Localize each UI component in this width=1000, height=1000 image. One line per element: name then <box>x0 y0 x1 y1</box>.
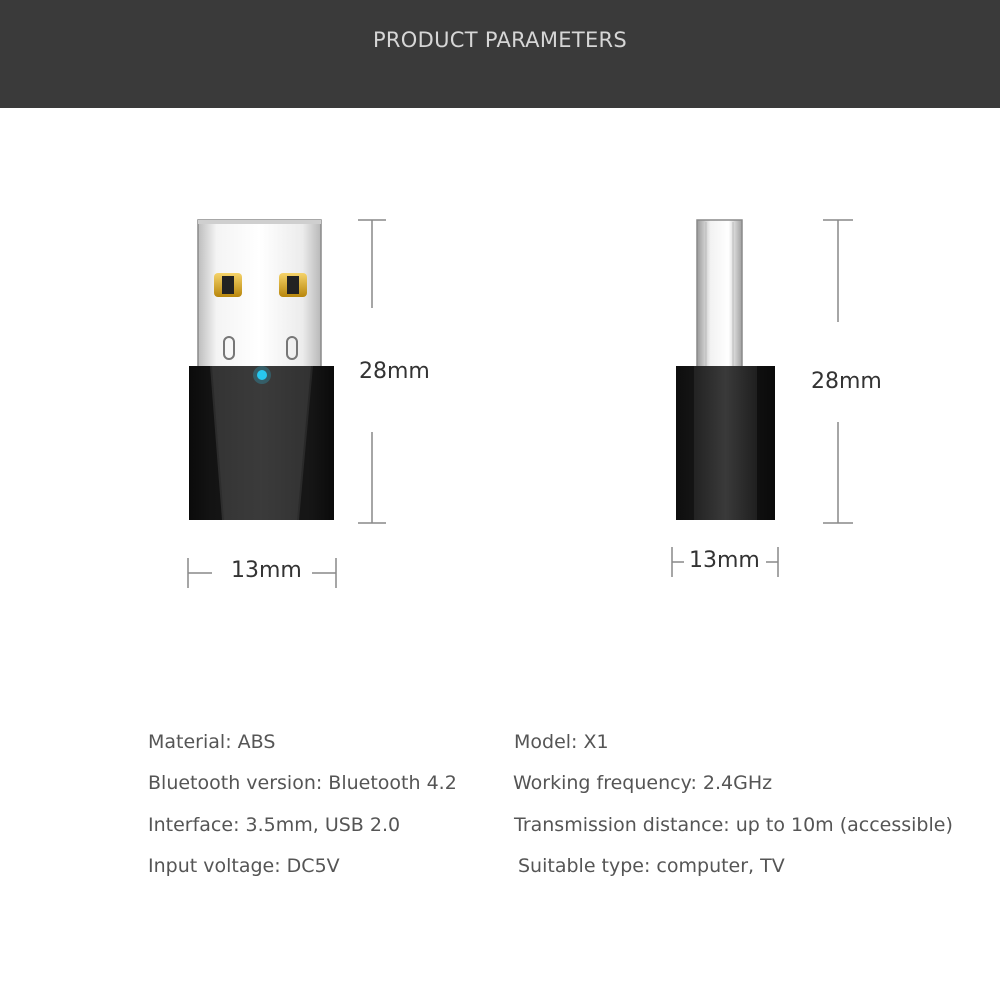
spec-transmission-distance: Transmission distance: up to 10m (accessible) <box>514 814 953 836</box>
spec-model: Model: X1 <box>514 731 609 753</box>
front-height-label: 28mm <box>359 359 430 384</box>
spec-input-voltage: Input voltage: DC5V <box>148 855 340 877</box>
spec-bluetooth-version: Bluetooth version: Bluetooth 4.2 <box>148 772 457 794</box>
spec-interface: Interface: 3.5mm, USB 2.0 <box>148 814 401 836</box>
side-height-label: 28mm <box>811 369 882 394</box>
page-title: PRODUCT PARAMETERS <box>372 28 628 52</box>
header-bar <box>0 0 1000 108</box>
product-illustration <box>0 108 1000 628</box>
gold-contact-icon <box>214 273 242 297</box>
gold-contact-icon <box>279 273 307 297</box>
spec-working-frequency: Working frequency: 2.4GHz <box>513 772 773 794</box>
side-width-label: 13mm <box>689 548 760 573</box>
front-view-dongle <box>189 220 334 520</box>
spec-suitable-type: Suitable type: computer, TV <box>518 855 785 877</box>
spec-material: Material: ABS <box>148 731 276 753</box>
side-view-dongle <box>676 220 775 520</box>
front-width-label: 13mm <box>231 558 302 583</box>
usb-connector-side <box>697 220 742 368</box>
